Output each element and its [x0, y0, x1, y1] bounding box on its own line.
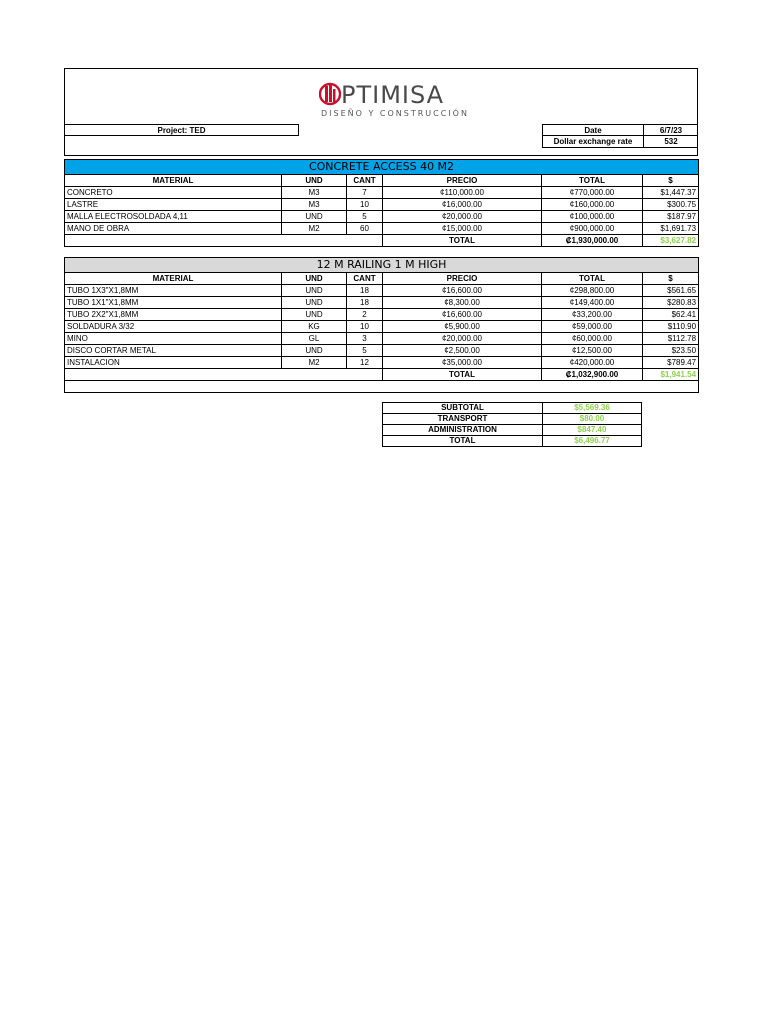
- cell-total: ¢298,800.00: [542, 285, 643, 297]
- table-row: [65, 357, 699, 369]
- total-row: [65, 369, 699, 381]
- col-usd: $: [643, 175, 699, 187]
- cell-und: UND: [282, 211, 347, 223]
- cell-total: ¢33,200.00: [542, 309, 643, 321]
- cell-und: M2: [282, 223, 347, 235]
- cell-precio: ¢20,000.00: [383, 333, 542, 345]
- cell-precio: ¢15,000.00: [383, 223, 542, 235]
- cell-total: ¢60,000.00: [542, 333, 643, 345]
- logo-tagline: DISEÑO Y CONSTRUCCIÓN: [321, 109, 469, 118]
- cell-total: ¢12,500.00: [542, 345, 643, 357]
- cell-total: ¢100,000.00: [542, 211, 643, 223]
- company-logo: [319, 77, 469, 123]
- col-precio: PRECIO: [383, 175, 542, 187]
- summary-value: $80.00: [543, 414, 642, 425]
- summary-value: $5,569.36: [543, 403, 642, 414]
- date-value: 6/7/23: [643, 124, 698, 136]
- cell-cant: 3: [347, 333, 383, 345]
- table-row: [65, 297, 699, 309]
- table-row: [65, 285, 699, 297]
- cell-material: SOLDADURA 3/32: [65, 321, 282, 333]
- total-spacer: [65, 235, 383, 247]
- total-spacer: [65, 369, 383, 381]
- cell-cant: 5: [347, 211, 383, 223]
- total-usd: $1,941.54: [643, 369, 699, 381]
- total-crc: ₡1,032,900.00: [542, 369, 643, 381]
- cell-material: MANO DE OBRA: [65, 223, 282, 235]
- cell-cant: 10: [347, 199, 383, 211]
- railing-table: [64, 257, 699, 393]
- cell-precio: ¢2,500.00: [383, 345, 542, 357]
- cell-material: MALLA ELECTROSOLDADA 4,11: [65, 211, 282, 223]
- logo-wordmark: PTIMISA: [341, 81, 445, 109]
- table-row: [65, 333, 699, 345]
- concrete-access-table: [64, 159, 699, 247]
- summary-row: [383, 403, 642, 414]
- project-label: Project: TED: [65, 124, 299, 136]
- total-usd: $3,627.82: [643, 235, 699, 247]
- col-precio: PRECIO: [383, 273, 542, 285]
- total-crc: ₡1,930,000.00: [542, 235, 643, 247]
- col-und: UND: [282, 273, 347, 285]
- cell-und: M3: [282, 187, 347, 199]
- info-row-project-date: [65, 124, 697, 136]
- table-row: [65, 223, 699, 235]
- col-cant: CANT: [347, 273, 383, 285]
- table-header-row: [65, 273, 699, 285]
- info-row-exchange: [65, 136, 697, 148]
- cell-material: DISCO CORTAR METAL: [65, 345, 282, 357]
- summary-row: [383, 436, 642, 447]
- cell-total: ¢770,000.00: [542, 187, 643, 199]
- cell-und: M2: [282, 357, 347, 369]
- cell-und: UND: [282, 297, 347, 309]
- col-und: UND: [282, 175, 347, 187]
- cell-precio: ¢16,600.00: [383, 285, 542, 297]
- cell-total: ¢420,000.00: [542, 357, 643, 369]
- summary-label: TRANSPORT: [383, 414, 543, 425]
- total-row: [65, 235, 699, 247]
- col-material: MATERIAL: [65, 175, 282, 187]
- summary-row: [383, 414, 642, 425]
- cell-usd: $62.41: [643, 309, 699, 321]
- cell-und: UND: [282, 345, 347, 357]
- cell-cant: 18: [347, 297, 383, 309]
- cell-total: ¢59,000.00: [542, 321, 643, 333]
- cell-total: ¢160,000.00: [542, 199, 643, 211]
- cell-total: ¢149,400.00: [542, 297, 643, 309]
- cell-precio: ¢16,000.00: [383, 199, 542, 211]
- cell-und: UND: [282, 285, 347, 297]
- cell-total: ¢900,000.00: [542, 223, 643, 235]
- table-row: [65, 187, 699, 199]
- cell-und: M3: [282, 199, 347, 211]
- cell-cant: 18: [347, 285, 383, 297]
- header-box: [64, 68, 698, 156]
- col-material: MATERIAL: [65, 273, 282, 285]
- cell-usd: $300.75: [643, 199, 699, 211]
- cell-material: CONCRETO: [65, 187, 282, 199]
- logo-building-icon: [319, 81, 341, 107]
- cell-precio: ¢20,000.00: [383, 211, 542, 223]
- exchange-rate-value: 532: [643, 136, 698, 148]
- table-row: [65, 309, 699, 321]
- cell-material: TUBO 2X2"X1,8MM: [65, 309, 282, 321]
- cell-usd: $112.78: [643, 333, 699, 345]
- cell-cant: 60: [347, 223, 383, 235]
- date-label: Date: [542, 124, 643, 136]
- summary-label: SUBTOTAL: [383, 403, 543, 414]
- cell-und: GL: [282, 333, 347, 345]
- cell-precio: ¢110,000.00: [383, 187, 542, 199]
- blank-row: [65, 381, 699, 393]
- cell-material: INSTALACION: [65, 357, 282, 369]
- cell-cant: 2: [347, 309, 383, 321]
- cell-precio: ¢5,900.00: [383, 321, 542, 333]
- cell-cant: 10: [347, 321, 383, 333]
- cell-und: UND: [282, 309, 347, 321]
- table-row: [65, 321, 699, 333]
- col-cant: CANT: [347, 175, 383, 187]
- summary-label: ADMINISTRATION: [383, 425, 543, 436]
- cell-usd: $23.50: [643, 345, 699, 357]
- table-row: [65, 199, 699, 211]
- cell-usd: $789.47: [643, 357, 699, 369]
- cell-usd: $187.97: [643, 211, 699, 223]
- total-label: TOTAL: [383, 369, 542, 381]
- cell-material: TUBO 1X3"X1,8MM: [65, 285, 282, 297]
- exchange-rate-label: Dollar exchange rate: [542, 136, 643, 148]
- table-header-row: [65, 175, 699, 187]
- summary-label: TOTAL: [383, 436, 543, 447]
- cell-precio: ¢8,300.00: [383, 297, 542, 309]
- col-usd: $: [643, 273, 699, 285]
- estimate-sheet: [64, 68, 698, 445]
- cell-usd: $280.83: [643, 297, 699, 309]
- col-total: TOTAL: [542, 273, 643, 285]
- cell-usd: $110.90: [643, 321, 699, 333]
- summary-row: [383, 425, 642, 436]
- cell-material: MINO: [65, 333, 282, 345]
- cell-material: LASTRE: [65, 199, 282, 211]
- cell-usd: $1,691.73: [643, 223, 699, 235]
- total-label: TOTAL: [383, 235, 542, 247]
- blank-cell: [65, 381, 699, 393]
- col-total: TOTAL: [542, 175, 643, 187]
- summary-value: $6,496.77: [543, 436, 642, 447]
- summary-table: [382, 402, 642, 447]
- cell-und: KG: [282, 321, 347, 333]
- cell-usd: $561.65: [643, 285, 699, 297]
- summary-value: $847.40: [543, 425, 642, 436]
- cell-precio: ¢16,600.00: [383, 309, 542, 321]
- cell-material: TUBO 1X1"X1,8MM: [65, 297, 282, 309]
- cell-precio: ¢35,000.00: [383, 357, 542, 369]
- table-row: [65, 211, 699, 223]
- cell-usd: $1,447.37: [643, 187, 699, 199]
- table-row: [65, 345, 699, 357]
- cell-cant: 12: [347, 357, 383, 369]
- cell-cant: 7: [347, 187, 383, 199]
- section-title: CONCRETE ACCESS 40 M2: [65, 160, 699, 175]
- cell-cant: 5: [347, 345, 383, 357]
- section-title: 12 M RAILING 1 M HIGH: [65, 258, 699, 273]
